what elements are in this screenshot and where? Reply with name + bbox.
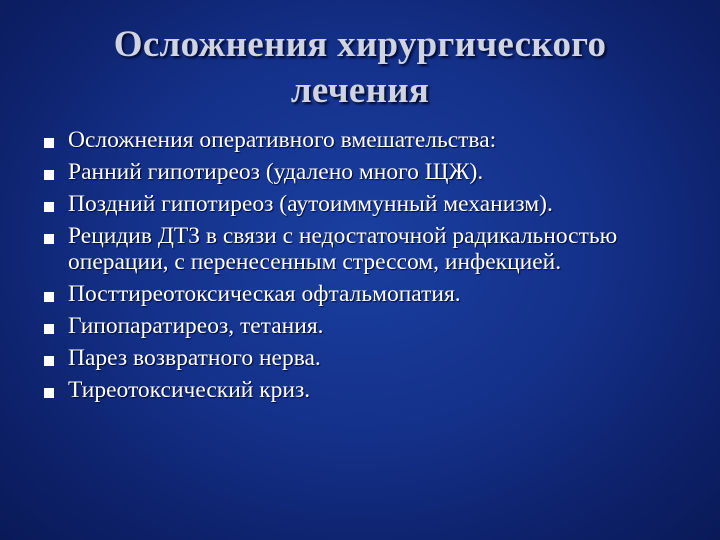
square-bullet-icon — [44, 170, 54, 180]
list-item — [42, 191, 692, 217]
title-line-2: лечения — [290, 70, 430, 111]
list-item-text: Посттиреотоксическая офтальмопатия. — [68, 281, 461, 307]
list-item — [42, 377, 692, 403]
list-item — [42, 345, 692, 371]
bullet-list — [42, 127, 692, 409]
list-item — [42, 159, 692, 185]
list-item-text: Рецидив ДТЗ в связи с недостаточной радикальностью операции, с перенесенным стрессом, инфекцией. — [68, 223, 618, 275]
list-item-text: Парез возвратного нерва. — [68, 345, 321, 371]
title-line-1: Осложнения хирургического — [113, 24, 607, 65]
square-bullet-icon — [44, 388, 54, 398]
square-bullet-icon — [44, 324, 54, 334]
list-item — [42, 281, 692, 307]
list-item — [42, 313, 692, 339]
slide-title — [60, 22, 660, 114]
list-item-text: Тиреотоксический криз. — [68, 377, 311, 403]
square-bullet-icon — [44, 138, 54, 148]
list-item-text: Ранний гипотиреоз (удалено много ЩЖ). — [68, 159, 484, 185]
square-bullet-icon — [44, 234, 54, 244]
square-bullet-icon — [44, 202, 54, 212]
square-bullet-icon — [44, 356, 54, 366]
list-item-text: Поздний гипотиреоз (аутоиммунный механизм). — [68, 191, 553, 217]
list-item-text: Гипопаратиреоз, тетания. — [68, 313, 324, 339]
square-bullet-icon — [44, 292, 54, 302]
list-item — [42, 223, 692, 275]
list-item-text: Осложнения оперативного вмешательства: — [68, 127, 497, 153]
list-item — [42, 127, 692, 153]
